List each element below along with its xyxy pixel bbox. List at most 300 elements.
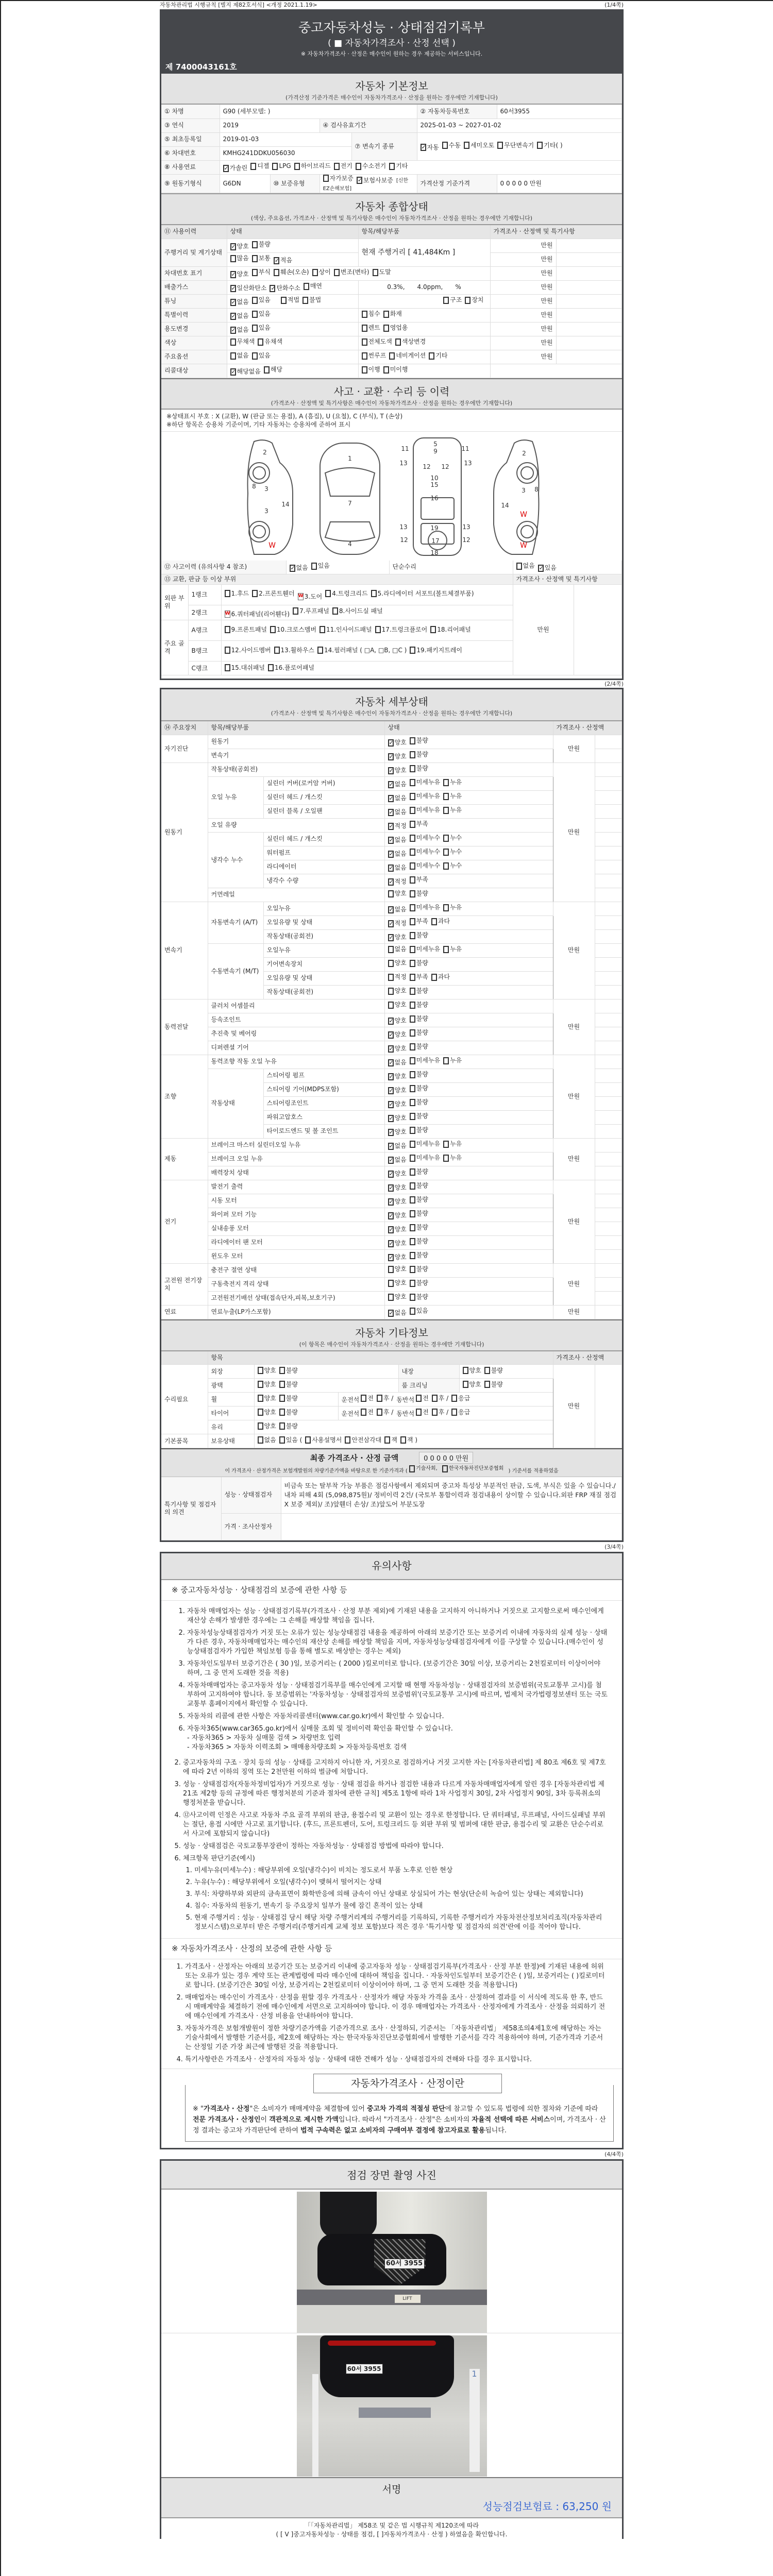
checkbox[interactable] bbox=[312, 268, 331, 276]
checkbox[interactable] bbox=[303, 296, 321, 304]
note-item bbox=[187, 1659, 608, 1678]
checkbox[interactable] bbox=[377, 1409, 393, 1416]
price-value bbox=[595, 916, 621, 929]
checkbox[interactable] bbox=[279, 1422, 298, 1430]
price-value bbox=[595, 902, 621, 916]
price-value bbox=[595, 1365, 621, 1448]
checkbox-label: 과다 bbox=[438, 918, 450, 925]
checkbox[interactable] bbox=[258, 338, 282, 346]
checkbox[interactable] bbox=[410, 1154, 440, 1162]
checkbox[interactable] bbox=[252, 324, 271, 332]
note-text: 중고자동차의 구조 · 장치 등의 성능 · 상태를 고지하지 아니한 자, 거짓으로 점검하거나 거짓 고지한 자는 [자동차관리법] 제 80조 제6호 및 제7호에 따라 2년 이하의 징역 또는 2천만원 이하의 벌금에 처합니다. bbox=[183, 1758, 606, 1776]
checkbox-label: 가솔린 bbox=[229, 164, 248, 172]
checkbox-icon bbox=[410, 1168, 415, 1176]
checkbox[interactable] bbox=[357, 177, 393, 184]
checkbox[interactable] bbox=[274, 257, 292, 264]
checkbox-icon bbox=[252, 255, 258, 262]
checkbox[interactable] bbox=[252, 241, 271, 248]
checkbox-label: 없음 bbox=[394, 781, 407, 788]
checkbox[interactable] bbox=[388, 920, 407, 927]
checkbox-label: 불량 bbox=[416, 1265, 428, 1273]
part-number: 4 bbox=[348, 540, 352, 548]
checkbox-label: 기타( ) bbox=[544, 141, 563, 149]
status-options bbox=[384, 735, 553, 749]
column-header: 가격조사 · 산정액 및 특기사항 bbox=[513, 574, 622, 585]
checkbox[interactable] bbox=[389, 352, 426, 360]
price-value bbox=[595, 1263, 621, 1277]
checkbox[interactable] bbox=[388, 1087, 407, 1094]
checkbox[interactable] bbox=[410, 945, 440, 953]
checkbox[interactable] bbox=[410, 820, 428, 828]
checkbox[interactable] bbox=[334, 268, 369, 276]
checkbox[interactable] bbox=[410, 1251, 428, 1259]
checkbox[interactable] bbox=[388, 1309, 407, 1317]
checkbox[interactable] bbox=[410, 751, 428, 758]
checkbox[interactable] bbox=[258, 1367, 276, 1375]
checkbox[interactable] bbox=[443, 1140, 462, 1148]
item-label: 워터펌프 bbox=[263, 846, 384, 860]
emission-values bbox=[358, 280, 490, 294]
part-checkbox[interactable] bbox=[225, 625, 267, 634]
checkbox[interactable] bbox=[410, 1029, 428, 1037]
checkbox[interactable] bbox=[377, 1395, 393, 1402]
checkbox[interactable] bbox=[388, 1170, 407, 1178]
part-number: 7 bbox=[348, 499, 352, 507]
checkbox[interactable] bbox=[388, 987, 407, 995]
checkbox[interactable] bbox=[443, 862, 462, 870]
label: ⑥ 차대번호 bbox=[161, 146, 220, 160]
price-value bbox=[595, 874, 621, 888]
checkbox[interactable] bbox=[410, 987, 428, 995]
checkbox[interactable] bbox=[281, 296, 299, 304]
checkbox[interactable] bbox=[334, 162, 352, 170]
checkbox[interactable] bbox=[279, 1367, 298, 1375]
checkbox[interactable] bbox=[410, 1140, 440, 1148]
checkbox[interactable] bbox=[388, 864, 407, 872]
checkbox[interactable] bbox=[443, 778, 462, 786]
column-header: 상태 bbox=[384, 721, 553, 735]
checkbox[interactable] bbox=[410, 1043, 428, 1050]
checkbox[interactable] bbox=[362, 324, 380, 332]
checkbox[interactable] bbox=[497, 142, 534, 149]
checkbox[interactable] bbox=[272, 162, 291, 170]
checkbox[interactable] bbox=[361, 1395, 374, 1402]
checkbox[interactable] bbox=[223, 164, 248, 172]
item-label: 실내송풍 모터 bbox=[208, 1222, 384, 1235]
checkbox[interactable] bbox=[410, 1057, 440, 1064]
checkbox[interactable] bbox=[443, 1154, 462, 1162]
checkbox[interactable] bbox=[230, 243, 249, 250]
checkbox[interactable] bbox=[442, 142, 461, 149]
checkbox[interactable] bbox=[410, 792, 440, 800]
checkbox-label: 하이브리드 bbox=[300, 162, 331, 170]
checkbox[interactable] bbox=[388, 973, 407, 981]
checkbox[interactable] bbox=[410, 778, 440, 786]
price-unit: 만원 bbox=[553, 735, 595, 762]
checkbox-icon bbox=[388, 1002, 394, 1009]
checkbox[interactable] bbox=[305, 1436, 342, 1444]
checkbox[interactable] bbox=[388, 1240, 407, 1247]
checkbox[interactable] bbox=[410, 1182, 428, 1190]
part-checkbox[interactable] bbox=[325, 589, 367, 598]
part-number: 19 bbox=[430, 524, 439, 532]
checkbox-label: 누유 bbox=[450, 1154, 462, 1161]
checkbox-label: 부식 bbox=[258, 268, 271, 276]
checkbox[interactable] bbox=[230, 270, 249, 278]
checkbox[interactable] bbox=[274, 268, 309, 276]
checkbox[interactable] bbox=[410, 862, 440, 870]
checkbox[interactable] bbox=[384, 1436, 397, 1444]
checkbox[interactable] bbox=[252, 352, 271, 360]
checkbox[interactable] bbox=[410, 1071, 428, 1078]
checkbox[interactable] bbox=[279, 1436, 303, 1444]
price-value bbox=[595, 985, 621, 999]
checkbox[interactable] bbox=[383, 366, 408, 374]
checkmark-icon: ✓ bbox=[389, 1198, 394, 1205]
table-row bbox=[161, 1351, 622, 1365]
part-checkbox[interactable] bbox=[332, 606, 383, 616]
checkbox[interactable] bbox=[388, 1114, 407, 1122]
checkbox-label: 있음 bbox=[317, 562, 330, 570]
item-label: 라디에이터 bbox=[263, 860, 384, 874]
table-row bbox=[161, 1249, 622, 1263]
checkbox[interactable] bbox=[516, 562, 535, 570]
checkbox[interactable] bbox=[388, 808, 407, 816]
checkmark-icon: ✓ bbox=[271, 284, 276, 292]
part-checkbox[interactable] bbox=[270, 625, 316, 634]
checkbox[interactable] bbox=[294, 162, 331, 170]
checkbox[interactable] bbox=[345, 1436, 381, 1444]
checkbox[interactable] bbox=[443, 904, 462, 911]
checkbox-icon bbox=[250, 163, 256, 170]
checkbox[interactable] bbox=[388, 1293, 407, 1301]
part-number: 13 bbox=[464, 459, 472, 467]
price-value bbox=[595, 818, 621, 832]
checkbox[interactable] bbox=[252, 310, 271, 318]
checkbox-icon bbox=[311, 563, 317, 570]
checkbox[interactable] bbox=[388, 1142, 407, 1150]
checkbox[interactable] bbox=[410, 959, 428, 967]
checkbox[interactable] bbox=[537, 142, 562, 149]
checkbox-icon bbox=[373, 269, 378, 276]
checkbox[interactable] bbox=[484, 1381, 503, 1388]
checkbox[interactable] bbox=[388, 794, 407, 802]
checkbox[interactable] bbox=[443, 792, 462, 800]
checkbox-label: 불량 bbox=[416, 1196, 428, 1203]
checkbox[interactable] bbox=[388, 1128, 407, 1136]
checkbox-icon bbox=[362, 352, 367, 360]
checkbox[interactable] bbox=[432, 1409, 448, 1416]
checkbox[interactable] bbox=[451, 1409, 470, 1416]
status-options bbox=[384, 804, 553, 818]
checkbox[interactable] bbox=[388, 1031, 407, 1039]
signature-title: 서명 bbox=[382, 2483, 401, 2495]
checkbox[interactable] bbox=[388, 1156, 407, 1164]
part-checkbox[interactable] bbox=[252, 589, 294, 598]
checkmark-icon: ✓ bbox=[389, 1087, 394, 1094]
checkbox[interactable] bbox=[388, 836, 407, 844]
checkbox[interactable] bbox=[258, 1422, 276, 1430]
checkbox[interactable] bbox=[388, 1226, 407, 1233]
checkbox[interactable] bbox=[250, 162, 269, 170]
status-options bbox=[254, 1365, 398, 1379]
checkbox[interactable] bbox=[362, 338, 392, 346]
checkbox[interactable] bbox=[230, 338, 255, 346]
checkbox[interactable] bbox=[388, 878, 407, 886]
checkbox-label: 양호 bbox=[264, 1408, 276, 1416]
checkbox[interactable] bbox=[388, 1253, 407, 1261]
checkbox[interactable] bbox=[388, 1100, 407, 1108]
checkbox[interactable] bbox=[410, 890, 428, 897]
part-checkbox[interactable] bbox=[320, 625, 372, 634]
checkbox[interactable] bbox=[463, 1367, 481, 1375]
checkbox[interactable] bbox=[252, 296, 271, 304]
checkbox[interactable] bbox=[410, 848, 440, 856]
checkbox[interactable] bbox=[388, 1045, 407, 1053]
price-unit: 만원 bbox=[490, 266, 556, 280]
part-checkbox[interactable] bbox=[274, 646, 314, 655]
part-checkbox[interactable] bbox=[375, 625, 428, 634]
checkbox[interactable] bbox=[410, 876, 428, 884]
checkbox[interactable] bbox=[443, 834, 462, 842]
checkbox[interactable] bbox=[388, 934, 407, 941]
checkbox[interactable] bbox=[270, 284, 300, 292]
checkbox[interactable] bbox=[410, 765, 428, 772]
checkbox[interactable] bbox=[388, 850, 407, 858]
checkbox[interactable] bbox=[279, 1409, 298, 1416]
bold-text: 객관적으로 제시한 가액 bbox=[269, 2115, 339, 2124]
checkbox-label: 불량 bbox=[416, 1238, 428, 1245]
part-checkbox[interactable] bbox=[225, 663, 265, 672]
checkbox[interactable] bbox=[252, 255, 271, 262]
checkbox[interactable] bbox=[362, 352, 386, 360]
status-options bbox=[286, 561, 389, 574]
checkbox[interactable] bbox=[410, 1098, 428, 1106]
checkbox[interactable] bbox=[395, 338, 426, 346]
part-checkbox[interactable] bbox=[298, 592, 323, 601]
checkbox[interactable] bbox=[230, 298, 249, 306]
checkbox[interactable] bbox=[258, 1381, 276, 1388]
part-checkbox[interactable] bbox=[225, 589, 249, 598]
checkbox-icon bbox=[410, 946, 415, 953]
checkbox[interactable] bbox=[432, 1395, 448, 1402]
checkbox-icon bbox=[389, 352, 395, 360]
checkbox[interactable] bbox=[373, 268, 391, 276]
checkbox[interactable] bbox=[410, 1015, 428, 1023]
checkbox-icon bbox=[377, 1409, 382, 1416]
checkbox[interactable] bbox=[230, 312, 249, 320]
checkbox[interactable] bbox=[443, 806, 462, 814]
part-number: 13 bbox=[462, 523, 470, 531]
checkmark-icon: ✓ bbox=[389, 781, 394, 788]
checkbox[interactable] bbox=[388, 1198, 407, 1206]
status-options bbox=[384, 860, 553, 874]
checkbox[interactable] bbox=[484, 1367, 503, 1375]
checkbox[interactable] bbox=[410, 1307, 428, 1315]
checkbox[interactable] bbox=[410, 1210, 428, 1217]
checkbox[interactable] bbox=[362, 366, 380, 374]
checkbox[interactable] bbox=[264, 366, 282, 374]
checkbox[interactable] bbox=[362, 310, 380, 318]
checkbox[interactable] bbox=[451, 1395, 470, 1402]
status-options bbox=[227, 336, 358, 350]
checkbox[interactable] bbox=[410, 806, 440, 814]
checkbox-label: LPG bbox=[279, 162, 291, 170]
checkbox[interactable] bbox=[431, 973, 450, 981]
checkbox[interactable] bbox=[388, 1184, 407, 1192]
checkmark-icon: ✓ bbox=[231, 298, 236, 306]
checkbox[interactable] bbox=[410, 1112, 428, 1120]
checkbox[interactable] bbox=[443, 1057, 462, 1064]
checkbox[interactable] bbox=[388, 959, 407, 967]
part-checkbox[interactable] bbox=[268, 663, 314, 672]
checkbox[interactable] bbox=[252, 268, 271, 276]
table-row bbox=[161, 225, 622, 239]
checkbox-label: 양호 bbox=[264, 1394, 276, 1402]
part-checkbox[interactable] bbox=[371, 589, 474, 598]
item-label: 실린더 헤드 / 개스킷 bbox=[263, 790, 384, 804]
label: 운전석 bbox=[341, 1396, 360, 1404]
checkbox-label: 불량 bbox=[416, 1001, 428, 1009]
checkbox-icon bbox=[464, 142, 469, 149]
checkbox[interactable] bbox=[388, 822, 407, 830]
checkbox[interactable] bbox=[410, 1126, 428, 1134]
checkbox[interactable] bbox=[410, 918, 428, 925]
price-value bbox=[595, 971, 621, 985]
checkbox[interactable] bbox=[538, 564, 557, 572]
checkbox[interactable] bbox=[410, 1279, 428, 1287]
checkbox-label: 불법 bbox=[309, 296, 322, 303]
item-label: 광택 bbox=[208, 1379, 254, 1393]
checkbox[interactable] bbox=[400, 1436, 417, 1444]
note-text: 이 가격조사 · 산정가격은 보험개발원의 차량기준가액을 바탕으로 한 기준가격과 ( bbox=[225, 1468, 408, 1474]
checkbox-icon bbox=[442, 142, 448, 149]
checkbox[interactable] bbox=[443, 296, 462, 304]
checkbox[interactable] bbox=[464, 142, 494, 149]
checkbox[interactable] bbox=[388, 1212, 407, 1219]
checkbox-icon bbox=[268, 664, 274, 671]
checkbox[interactable] bbox=[388, 739, 407, 747]
checkbox[interactable] bbox=[388, 1001, 407, 1009]
row-label: 배출가스 bbox=[161, 280, 227, 294]
checkbox[interactable] bbox=[311, 562, 330, 570]
checkbox[interactable] bbox=[258, 1395, 276, 1402]
note-text: 특기사항란은 가격조사 · 산정자의 자동차 성능 · 상태에 대한 견해가 성능 · 상태점검자의 견해와 다를 경우 표시합니다. bbox=[185, 2055, 532, 2063]
checkbox[interactable] bbox=[410, 1224, 428, 1231]
checkbox[interactable] bbox=[410, 1238, 428, 1245]
checkbox-icon bbox=[375, 626, 381, 633]
checkbox[interactable] bbox=[279, 1381, 298, 1388]
checkbox[interactable] bbox=[388, 767, 407, 774]
checkbox[interactable] bbox=[389, 162, 408, 170]
note-item bbox=[183, 1780, 608, 1808]
item-label: 브레이크 오일 누유 bbox=[208, 1152, 384, 1166]
checkbox[interactable] bbox=[410, 834, 440, 842]
checkbox[interactable] bbox=[443, 945, 462, 953]
part-options bbox=[358, 308, 490, 322]
checkbox[interactable] bbox=[410, 973, 428, 981]
checkbox[interactable] bbox=[388, 890, 407, 897]
checkbox-tech-society[interactable] bbox=[409, 1465, 438, 1472]
page-2 bbox=[160, 688, 624, 1542]
checkbox[interactable] bbox=[361, 1409, 374, 1416]
checkbox[interactable] bbox=[230, 284, 267, 292]
checkbox[interactable] bbox=[230, 255, 249, 262]
checkbox[interactable] bbox=[383, 310, 402, 318]
checkbox[interactable] bbox=[465, 296, 483, 304]
checkbox[interactable] bbox=[230, 368, 261, 376]
part-checkbox[interactable] bbox=[225, 646, 271, 655]
checkbox-label: 없음 bbox=[394, 906, 407, 913]
checkbox-kadwa[interactable] bbox=[442, 1465, 503, 1472]
status-options bbox=[384, 999, 553, 1013]
checkbox[interactable] bbox=[410, 1293, 428, 1301]
note-item bbox=[187, 1607, 608, 1625]
checkbox[interactable] bbox=[279, 1395, 298, 1402]
checkbox[interactable] bbox=[258, 1409, 276, 1416]
checkbox-label: 후 / bbox=[383, 1394, 394, 1402]
checkbox[interactable] bbox=[410, 1168, 428, 1176]
table-row bbox=[161, 818, 622, 832]
checkbox[interactable] bbox=[410, 1196, 428, 1204]
checkbox-label: 불량 bbox=[416, 1084, 428, 1092]
checkbox[interactable] bbox=[388, 781, 407, 788]
checkbox-label: 훼손(오손) bbox=[280, 268, 309, 276]
checkbox[interactable] bbox=[410, 1265, 428, 1273]
checkbox[interactable] bbox=[388, 753, 407, 760]
part-checkbox[interactable] bbox=[410, 646, 462, 655]
notes-list bbox=[176, 1962, 608, 2064]
checkbox[interactable] bbox=[356, 162, 386, 170]
checkbox-label: 수소전기 bbox=[362, 162, 386, 170]
checkbox[interactable] bbox=[388, 1059, 407, 1066]
checkbox[interactable] bbox=[388, 945, 407, 953]
checkbox[interactable] bbox=[383, 324, 408, 332]
checkbox[interactable] bbox=[304, 282, 322, 290]
part-checkbox[interactable] bbox=[317, 646, 407, 655]
checkbox[interactable] bbox=[410, 931, 428, 939]
part-checkbox[interactable] bbox=[225, 609, 290, 619]
checkbox-icon bbox=[416, 1395, 422, 1402]
checkbox[interactable] bbox=[410, 904, 440, 911]
checkbox[interactable] bbox=[388, 1073, 407, 1080]
checkbox[interactable] bbox=[463, 1381, 481, 1388]
checkbox[interactable] bbox=[410, 737, 428, 744]
checkbox[interactable] bbox=[416, 1409, 429, 1416]
checkbox[interactable] bbox=[230, 352, 249, 360]
checkbox[interactable] bbox=[443, 848, 462, 856]
checkbox[interactable] bbox=[410, 1084, 428, 1092]
checkbox[interactable] bbox=[290, 564, 308, 572]
checkbox[interactable] bbox=[429, 352, 447, 360]
checkbox[interactable] bbox=[323, 175, 354, 182]
checkbox[interactable] bbox=[431, 918, 450, 925]
checkbox[interactable] bbox=[388, 906, 407, 913]
checkbox[interactable] bbox=[388, 1279, 407, 1287]
checkbox[interactable] bbox=[416, 1395, 429, 1402]
rear-window bbox=[325, 522, 375, 541]
checkbox[interactable] bbox=[388, 1265, 407, 1273]
checkbox[interactable] bbox=[388, 1017, 407, 1025]
checkbox-icon bbox=[432, 1395, 438, 1402]
checkbox[interactable] bbox=[230, 326, 249, 334]
checkbox[interactable] bbox=[258, 1436, 276, 1444]
checkbox[interactable] bbox=[421, 144, 439, 151]
part-checkbox[interactable] bbox=[293, 606, 329, 616]
table-row bbox=[161, 1406, 622, 1420]
part-checkbox[interactable] bbox=[430, 625, 470, 634]
checkbox[interactable] bbox=[410, 1001, 428, 1009]
